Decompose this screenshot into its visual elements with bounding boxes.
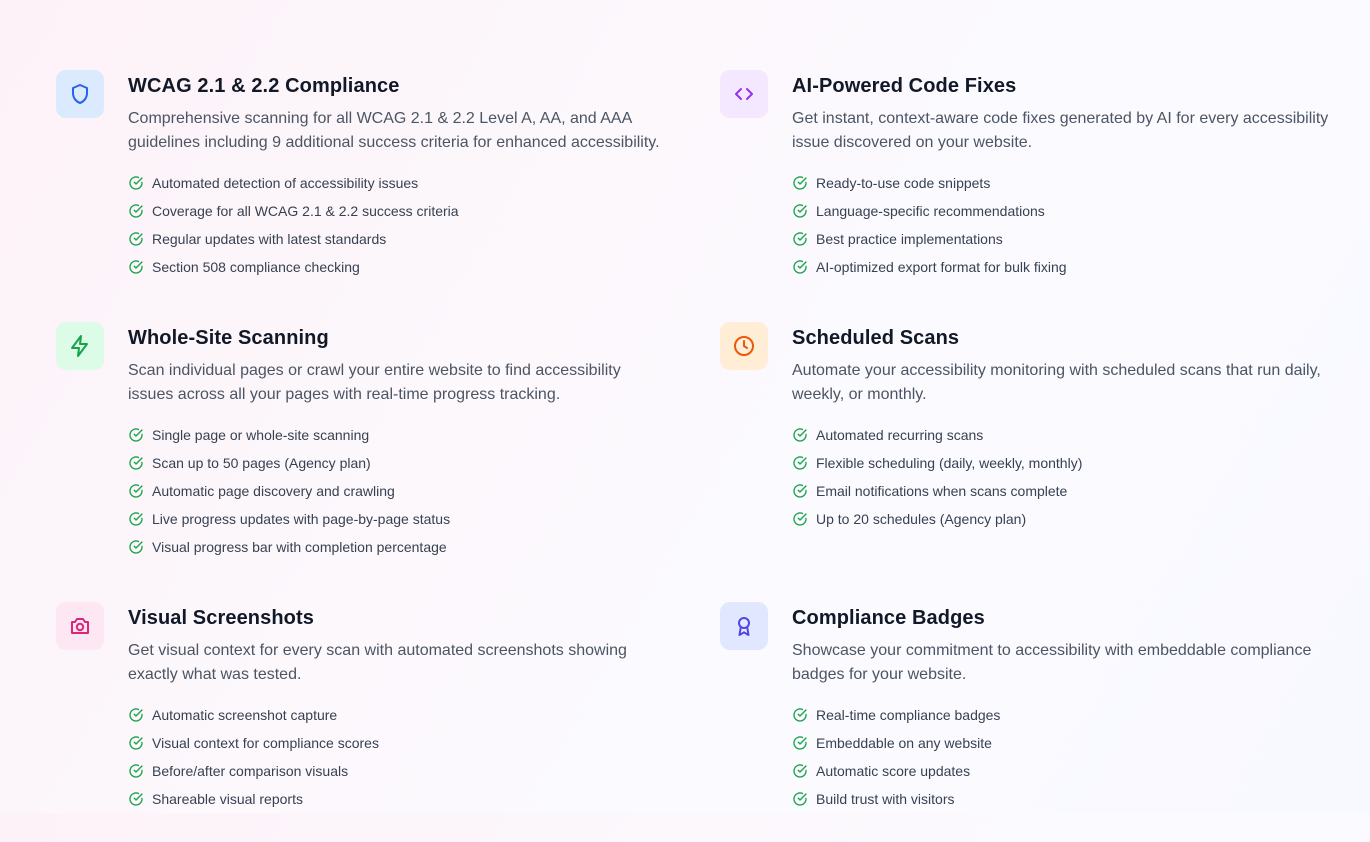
check-circle-icon xyxy=(792,455,808,471)
feature-bullet-text: Automatic page discovery and crawling xyxy=(152,483,395,499)
feature-bullet xyxy=(792,505,1332,533)
feature-bullet-text: Up to 20 schedules (Agency plan) xyxy=(816,511,1027,527)
award-icon xyxy=(732,614,756,638)
feature-bullet xyxy=(128,477,668,505)
feature-title: WCAG 2.1 & 2.2 Compliance xyxy=(128,75,400,97)
feature-bullet xyxy=(128,729,668,757)
check-circle-icon xyxy=(792,511,808,527)
feature-bullet xyxy=(128,197,668,225)
feature-bullet-text: AI-optimized export format for bulk fixing xyxy=(816,259,1067,275)
feature-bullet-text: Best practice implementations xyxy=(816,231,1003,247)
feature-icon-box xyxy=(56,70,104,118)
feature-card-scheduled-scans xyxy=(720,322,1346,602)
feature-bullet-list xyxy=(792,701,1332,813)
feature-description: Automate your accessibility monitoring with scheduled scans that run daily, weekly, or monthly. xyxy=(792,362,1321,403)
feature-bullet xyxy=(128,533,668,561)
check-circle-icon xyxy=(792,735,808,751)
check-circle-icon xyxy=(128,203,144,219)
feature-bullet xyxy=(792,477,1332,505)
feature-bullet-text: Automatic screenshot capture xyxy=(152,707,338,723)
feature-bullet-text: Automated recurring scans xyxy=(816,427,984,443)
feature-bullet xyxy=(792,757,1332,785)
feature-bullet xyxy=(128,421,668,449)
feature-title: Whole-Site Scanning xyxy=(128,327,329,349)
check-circle-icon xyxy=(128,427,144,443)
feature-bullet-text: Build trust with visitors xyxy=(816,791,955,807)
feature-description: Comprehensive scanning for all WCAG 2.1 & 2.2 Level A, AA, and AAA guidelines including 9 additional success criteria for enhanced accessibility. xyxy=(128,110,660,151)
feature-bullet xyxy=(792,253,1332,281)
feature-bullet-list xyxy=(128,169,668,281)
feature-bullet xyxy=(792,197,1332,225)
feature-icon-box xyxy=(720,602,768,650)
check-circle-icon xyxy=(792,203,808,219)
features-grid xyxy=(56,70,1346,842)
feature-bullet-text: Coverage for all WCAG 2.1 & 2.2 success criteria xyxy=(152,203,459,219)
feature-bullet xyxy=(792,701,1332,729)
code-icon xyxy=(732,82,756,106)
feature-icon-box xyxy=(720,70,768,118)
feature-bullet-text: Real-time compliance badges xyxy=(816,707,1001,723)
feature-icon-box xyxy=(56,602,104,650)
feature-title: AI-Powered Code Fixes xyxy=(792,75,1017,97)
check-circle-icon xyxy=(128,483,144,499)
feature-bullet-text: Ready-to-use code snippets xyxy=(816,175,991,191)
check-circle-icon xyxy=(128,735,144,751)
check-circle-icon xyxy=(128,455,144,471)
check-circle-icon xyxy=(792,791,808,807)
feature-bullet-text: Visual context for compliance scores xyxy=(152,735,379,751)
feature-bullet-text: Automated detection of accessibility issues xyxy=(152,175,419,191)
lightning-icon xyxy=(68,334,92,358)
feature-title: Visual Screenshots xyxy=(128,607,314,629)
feature-bullet xyxy=(128,253,668,281)
feature-bullet-text: Embeddable on any website xyxy=(816,735,992,751)
feature-bullet-text: Section 508 compliance checking xyxy=(152,259,360,275)
feature-bullet-text: Shareable visual reports xyxy=(152,791,303,807)
check-circle-icon xyxy=(792,707,808,723)
check-circle-icon xyxy=(128,707,144,723)
feature-bullet-text: Automatic score updates xyxy=(816,763,971,779)
feature-bullet xyxy=(792,421,1332,449)
feature-bullet-text: Regular updates with latest standards xyxy=(152,231,387,247)
feature-card-visual-screenshots xyxy=(56,602,720,842)
feature-bullet-text: Single page or whole-site scanning xyxy=(152,427,370,443)
feature-card-wcag xyxy=(56,70,720,322)
feature-card-compliance-badges xyxy=(720,602,1346,842)
clock-icon xyxy=(732,334,756,358)
check-circle-icon xyxy=(128,539,144,555)
check-circle-icon xyxy=(792,231,808,247)
feature-bullet xyxy=(792,225,1332,253)
feature-bullet xyxy=(128,449,668,477)
check-circle-icon xyxy=(128,175,144,191)
feature-bullet-text: Email notifications when scans complete xyxy=(816,483,1068,499)
feature-bullet xyxy=(128,169,668,197)
feature-description: Scan individual pages or crawl your entire website to find accessibility issues across all your pages with real-time progress tracking. xyxy=(128,362,621,403)
feature-bullet-list xyxy=(128,701,668,813)
feature-title: Compliance Badges xyxy=(792,607,985,629)
check-circle-icon xyxy=(128,511,144,527)
check-circle-icon xyxy=(128,763,144,779)
check-circle-icon xyxy=(792,427,808,443)
feature-bullet-text: Visual progress bar with completion percentage xyxy=(152,539,447,555)
feature-bullet xyxy=(792,729,1332,757)
feature-bullet-text: Flexible scheduling (daily, weekly, monthly) xyxy=(816,455,1083,471)
feature-bullet-text: Scan up to 50 pages (Agency plan) xyxy=(152,455,371,471)
feature-bullet xyxy=(792,449,1332,477)
feature-bullet-text: Live progress updates with page-by-page status xyxy=(152,511,451,527)
feature-bullet xyxy=(128,505,668,533)
feature-description: Get instant, context-aware code fixes generated by AI for every accessibility issue discovered on your website. xyxy=(792,110,1329,151)
check-circle-icon xyxy=(792,483,808,499)
check-circle-icon xyxy=(128,791,144,807)
check-circle-icon xyxy=(792,175,808,191)
feature-card-ai-fixes xyxy=(720,70,1346,322)
feature-bullet xyxy=(128,225,668,253)
check-circle-icon xyxy=(792,763,808,779)
feature-bullet xyxy=(128,757,668,785)
feature-bullet xyxy=(792,169,1332,197)
feature-icon-box xyxy=(56,322,104,370)
feature-bullet-list xyxy=(128,421,668,561)
feature-bullet xyxy=(128,785,668,813)
camera-icon xyxy=(68,614,92,638)
check-circle-icon xyxy=(128,231,144,247)
feature-bullet xyxy=(792,785,1332,813)
feature-description: Get visual context for every scan with automated screenshots showing exactly what was tested. xyxy=(128,642,627,683)
feature-title: Scheduled Scans xyxy=(792,327,960,349)
feature-description: Showcase your commitment to accessibility with embeddable compliance badges for your website. xyxy=(792,642,1312,683)
feature-bullet-list xyxy=(792,169,1332,281)
shield-icon xyxy=(68,82,92,106)
feature-bullet-list xyxy=(792,421,1332,533)
check-circle-icon xyxy=(792,259,808,275)
feature-card-whole-site xyxy=(56,322,720,602)
check-circle-icon xyxy=(128,259,144,275)
feature-bullet xyxy=(128,701,668,729)
feature-icon-box xyxy=(720,322,768,370)
feature-bullet-text: Language-specific recommendations xyxy=(816,203,1045,219)
feature-bullet-text: Before/after comparison visuals xyxy=(152,763,349,779)
